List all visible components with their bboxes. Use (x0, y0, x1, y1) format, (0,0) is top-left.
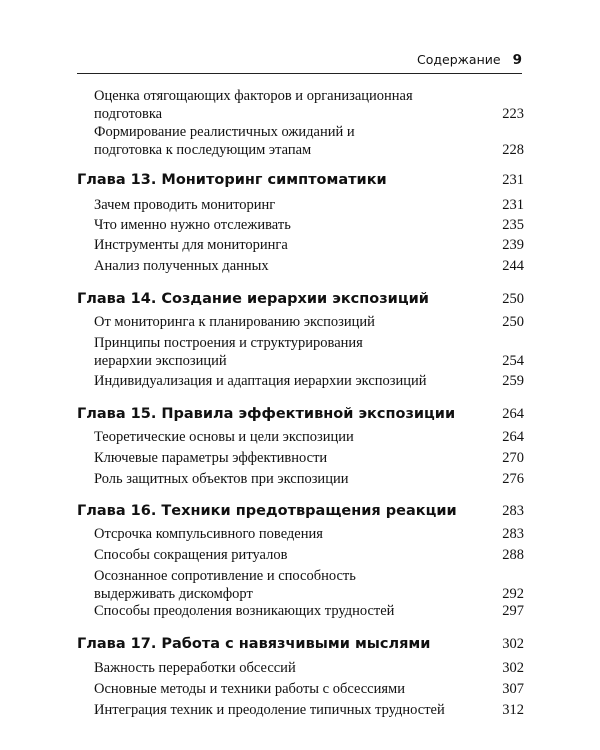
toc-entry-page: 244 (502, 258, 524, 274)
toc-entry[interactable] (94, 449, 524, 467)
toc-entry-title: Инструменты для мониторинга (94, 237, 288, 253)
toc-entry[interactable] (94, 680, 524, 698)
toc-entry[interactable] (94, 525, 524, 543)
toc-entry[interactable] (94, 196, 524, 214)
page-number: 9 (512, 52, 522, 68)
running-head (417, 52, 522, 68)
toc-entry-page: 228 (502, 142, 524, 158)
toc-entry-title: Теоретические основы и цели экспозиции (94, 429, 354, 445)
toc-entry[interactable] (94, 428, 524, 446)
toc-entry-page: 231 (502, 197, 524, 213)
toc-entry[interactable] (94, 87, 524, 123)
toc-entry[interactable] (94, 334, 524, 370)
toc-chapter-title: Глава 17. Работа с навязчивыми мыслями (77, 636, 431, 652)
toc-entry-title: Способы преодоления возникающих трудностей (94, 603, 395, 619)
toc-entry-page: 264 (502, 429, 524, 445)
toc-entry-page: 307 (502, 681, 524, 697)
toc-entry-page: 283 (502, 526, 524, 542)
toc-chapter-title: Глава 14. Создание иерархии экспозиций (77, 291, 429, 307)
toc-entry[interactable] (94, 602, 524, 620)
running-head-section: Содержание (417, 52, 501, 67)
toc-entry-page: 239 (502, 237, 524, 253)
toc-chapter-page: 302 (502, 636, 524, 652)
toc-entry-title: Осознанное сопротивление и способность выдерживать дискомфорт (94, 568, 356, 602)
toc-entry-page: 312 (502, 702, 524, 718)
toc-chapter[interactable] (77, 502, 524, 520)
toc-chapter[interactable] (77, 635, 524, 653)
toc-entry[interactable] (94, 236, 524, 254)
toc-chapter-page: 250 (502, 291, 524, 307)
toc-chapter[interactable] (77, 290, 524, 308)
toc-entry-title: Индивидуализация и адаптация иерархии экспозиций (94, 373, 427, 389)
toc-chapter[interactable] (77, 171, 524, 189)
toc-entry-title: Оценка отягощающих факторов и организационная подготовка (94, 88, 413, 122)
toc-entry-page: 302 (502, 660, 524, 676)
toc-entry-page: 223 (502, 106, 524, 122)
toc-chapter-page: 264 (502, 406, 524, 422)
toc-entry-page: 235 (502, 217, 524, 233)
toc-entry-title: Основные методы и техники работы с обсессиями (94, 681, 405, 697)
toc-entry-title: От мониторинга к планированию экспозиций (94, 314, 375, 330)
toc-chapter-title: Глава 15. Правила эффективной экспозиции (77, 406, 456, 422)
toc-entry-page: 270 (502, 450, 524, 466)
toc-entry[interactable] (94, 546, 524, 564)
toc-entry-page: 292 (502, 586, 524, 602)
toc-entry-page: 250 (502, 314, 524, 330)
header-rule (77, 73, 522, 74)
toc-entry-title: Роль защитных объектов при экспозиции (94, 471, 349, 487)
toc-chapter-title: Глава 13. Мониторинг симптоматики (77, 172, 387, 188)
toc-entry-title: Способы сокращения ритуалов (94, 547, 288, 563)
toc-entry-page: 288 (502, 547, 524, 563)
toc-chapter-page: 283 (502, 503, 524, 519)
toc-entry-page: 297 (502, 603, 524, 619)
toc-entry-title: Формирование реалистичных ожиданий и подготовка к последующим этапам (94, 124, 355, 158)
toc-entry-title: Ключевые параметры эффективности (94, 450, 328, 466)
toc-chapter-title: Глава 16. Техники предотвращения реакции (77, 503, 457, 519)
toc-entry-title: Зачем проводить мониторинг (94, 197, 276, 213)
toc-entry-title: Что именно нужно отслеживать (94, 217, 291, 233)
toc-entry-title: Анализ полученных данных (94, 258, 269, 274)
toc-entry[interactable] (94, 659, 524, 677)
toc-entry[interactable] (94, 470, 524, 488)
toc-entry[interactable] (94, 123, 524, 159)
toc-entry[interactable] (94, 257, 524, 275)
toc-entry-title: Интеграция техник и преодоление типичных трудностей (94, 702, 445, 718)
toc-chapter-page: 231 (502, 172, 524, 188)
toc-entry-page: 254 (502, 353, 524, 369)
toc-entry-title: Принципы построения и структурирования иерархии экспозиций (94, 335, 363, 369)
toc-entry-title: Важность переработки обсессий (94, 660, 296, 676)
toc-entry-page: 276 (502, 471, 524, 487)
toc-chapter[interactable] (77, 405, 524, 423)
toc-entry-page: 259 (502, 373, 524, 389)
toc-entry[interactable] (94, 216, 524, 234)
toc-entry[interactable] (94, 313, 524, 331)
toc-entry[interactable] (94, 567, 524, 603)
toc-entry-title: Отсрочка компульсивного поведения (94, 526, 323, 542)
toc-entry[interactable] (94, 701, 524, 719)
toc-entry[interactable] (94, 372, 524, 390)
